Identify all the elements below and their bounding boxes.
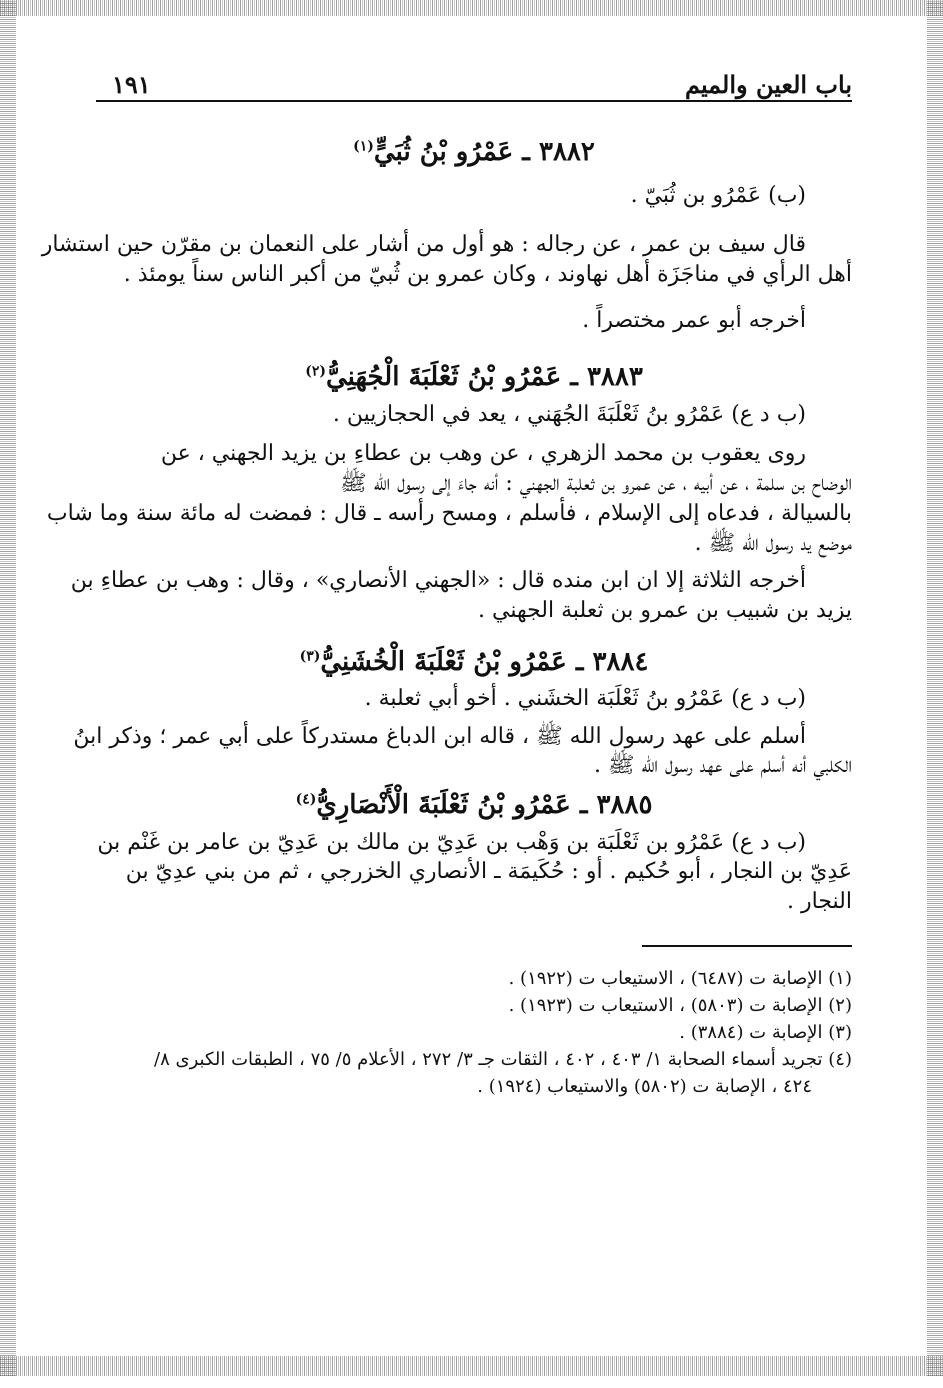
entry-intro-line: (ب د ع) عَمْرُو بن ثَعْلَبَة بن وَهْب بن عَدِيّ بن مالك بن عَدِيّ بن عامر بن غَنْم بن [97,829,806,855]
text-line: أسلم على عهد رسول الله ﷺ ، قاله ابن الدباغ مستدركاً على أبي عمر ؛ وذكر ابنُ [73,723,806,749]
paragraph [46,439,852,558]
text-line: الوضاح بن سلمة ، عن أبيه ، عن عمرو بن ثعلبة الجهني : أنه جاءَ إلى رسول الله ﷺ [340,471,852,497]
footnote: (٢) الإصابة ت (٥٨٠٣) ، الاستيعاب ت (١٩٢٣) . [508,994,852,1016]
book-page [41,58,852,1348]
footnote-ref: (٢) [305,363,326,380]
footnotes [96,965,852,1100]
text-line: روى يعقوب بن محمد الزهري ، عن وهب بن عطاءِ بن يزيد الجهني ، عن [160,441,806,467]
running-title: باب العين والميم [684,70,852,99]
decorative-border-right [927,0,943,1376]
footnote-ref: (٤) [295,791,317,808]
decorative-border-bottom [0,1356,943,1376]
entry-heading: ٣٨٨٥ ـ عَمْرُو بْنُ ثَعْلَبَةَ الْأَنْصَارِيُّ$^{(٤)}$ [295,790,653,821]
text-line: موضع يد رسول الله ﷺ . [694,530,852,556]
footnote-divider [642,945,852,947]
entry-heading: ٣٨٨٤ ـ عَمْرُو بْنُ ثَعْلَبَةَ الْخُشَنِيُّ$^{(٣)}$ [299,646,649,677]
paragraph [96,828,852,917]
text-line: النجار . [787,889,852,914]
footnote-ref: (٣) [299,647,321,664]
footnote: (٣) الإصابة ت (٣٨٨٤) . [679,1021,852,1043]
page-number: ١٩١ [112,70,151,99]
entry-intro-line: (ب) عَمْرُو بن ثُبَيّ . [630,182,806,208]
text-line: عَدِيّ بن النجار ، أبو حُكيم . أو : حُكَيمَة ـ الأنصاري الخزرجي ، ثم من بني عدِيّ بن [125,859,852,885]
text-line: أخرجه الثلاثة إلا ان ابن منده قال : «الجهني الأنصاري» ، وقال : وهب بن عطاءِ بن [70,568,806,594]
running-head [96,58,852,102]
paragraph [41,230,852,289]
text-line: الكلبي أنه أسلم على عهد رسول الله ﷺ . [593,753,852,779]
entry-intro-line: (ب د ع) عَمْرُو بنُ ثَعْلَبَةَ الجُهَني ، يعد في الحجازيين . [332,401,806,427]
footnote: (١) الإصابة ت (٦٤٨٧) ، الاستيعاب ت (١٩٢٢) . [508,967,852,989]
paragraph [73,722,852,781]
text-line: يزيد بن شبيب بن عمرو بن ثعلبة الجهني . [478,597,852,623]
text-line: أخرجه أبو عمر مختصراً . [582,307,806,333]
footnote-ref: (١) [353,138,374,155]
footnote-continuation: ٤٢٤ ، الإصابة ت (٥٨٠٢) والاستيعاب (١٩٢٤) . [477,1075,812,1097]
footnote: (٤) تجريد أسماء الصحابة ١/ ٤٠٣ ، ٤٠٢ ، الثقات جـ ٣/ ٢٧٢ ، الأعلام ٥/ ٧٥ ، الطبقات الكبرى ٨/ [154,1048,852,1070]
entry-heading: ٣٨٨٢ ـ عَمْرُو بْنُ ثُبَيٍّ$^{(١)}$ [353,137,595,167]
text-line: أهل الرأي في مناجَزَة أهل نهاوند ، وكان عمرو بن ثُبيّ من أكبر الناس سناً يومئذ . [123,261,852,287]
text-line: بالسيالة ، فدعاه إلى الإسلام ، فأسلم ، ومسح رأسه ـ قال : فمضت له مائة سنة وما شاب [46,500,852,526]
decorative-border-top [0,0,943,16]
paragraph [96,306,852,336]
entry-heading: ٣٨٨٣ ـ عَمْرُو بْنُ ثَعْلَبَةَ الْجُهَنِيُّ$^{(٢)}$ [305,362,643,393]
text-line: قال سيف بن عمر ، عن رجاله : هو أول من أشار على النعمان بن مقرّن حين استشار [41,232,806,258]
paragraph [70,566,852,625]
decorative-border-left [0,0,16,1376]
entry-intro-line: (ب د ع) عَمْرُو بنُ ثَعْلَبَة الخشَني . أخو أبي ثعلبة . [364,686,806,712]
